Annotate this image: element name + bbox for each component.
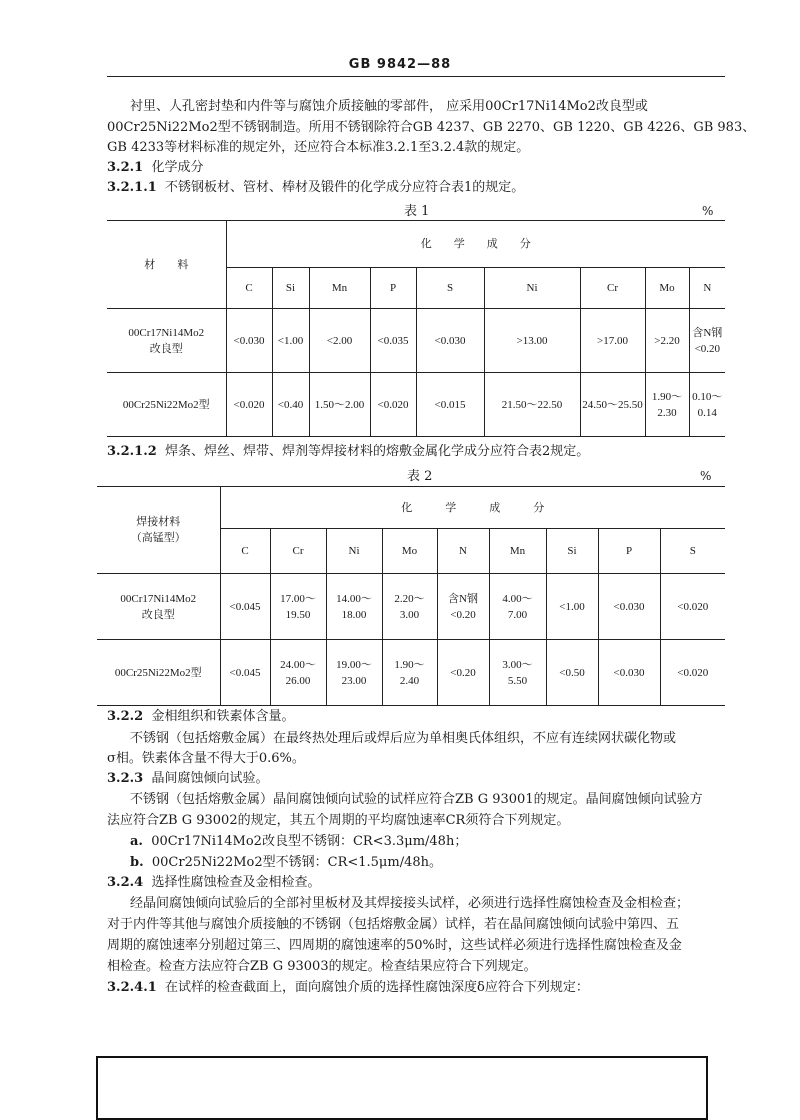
section-text: 不锈钢板材、管材、棒材及锻件的化学成分应符合表1的规定。	[165, 180, 525, 195]
table1-unit: %	[702, 204, 714, 218]
cell-line: 3.00	[399, 608, 420, 621]
cell-line: 17.00～	[280, 592, 316, 605]
table-cell: <0.030	[416, 309, 484, 373]
s323-item-b	[130, 854, 442, 872]
table-cell: <2.00	[309, 309, 370, 373]
table-cell: >2.20	[645, 309, 689, 373]
section-number: 3.2.1.2	[107, 444, 157, 459]
table2-col-header: Ni	[326, 529, 382, 574]
table1-material-cell	[107, 309, 226, 373]
s324-line-3: 周期的腐蚀速率分别超过第三、四周期的腐蚀速率的50%时，这些试样必须进行选择性腐蚀检查及金	[107, 938, 682, 953]
table-cell: <0.020	[660, 574, 725, 640]
table2-col-header: Mn	[489, 529, 546, 574]
table-cell: <0.020	[370, 373, 416, 437]
list-marker: a.	[130, 834, 143, 849]
table-cell: <0.030	[598, 574, 660, 640]
table-cell	[489, 574, 546, 640]
cell-line: 19.00～	[336, 658, 372, 671]
table-cell: <0.50	[546, 640, 598, 706]
table1-col-header: Mn	[309, 268, 370, 309]
cell-line: 24.00～	[280, 658, 316, 671]
section-3-2-4-1	[107, 979, 589, 997]
cell-line: 19.50	[285, 608, 311, 621]
s323-line-1: 不锈钢（包括熔敷金属）晶间腐蚀倾向试验的试样应符合ZB G 93001的规定。晶间腐蚀倾向试验方	[130, 792, 703, 807]
section-title: 金相组织和铁素体含量。	[151, 709, 295, 724]
table2-col-header: Cr	[270, 529, 326, 574]
table-cell: <0.20	[437, 640, 489, 706]
table1-group-header: 化 学 成 分	[226, 221, 725, 268]
table1-col-header: S	[416, 268, 484, 309]
table2-group-header: 化 学 成 分	[220, 487, 725, 529]
table-cell: <0.030	[598, 640, 660, 706]
table1-material-cell: 00Cr25Ni22Mo2型	[107, 373, 226, 437]
s323-item-a	[130, 833, 467, 851]
section-3-2-4	[107, 874, 320, 892]
table-row	[107, 309, 725, 373]
table-cell: <0.030	[226, 309, 272, 373]
section-number: 3.2.4.1	[107, 980, 157, 995]
table1-col-header: Cr	[580, 268, 645, 309]
s324-line-4: 相检查。检查方法应符合ZB G 93003的规定。检查结果应符合下列规定。	[107, 959, 537, 974]
table-cell: <1.00	[272, 309, 309, 373]
table-row	[107, 373, 725, 437]
table-1	[107, 220, 725, 437]
table2-col-header: P	[598, 529, 660, 574]
cell-line: <0.20	[694, 342, 721, 355]
table-cell	[689, 373, 725, 437]
section-title: 化学成分	[151, 160, 204, 175]
intro-line-1: 衬里、人孔密封垫和内件等与腐蚀介质接触的零部件， 应采用00Cr17Ni14Mo2改良型或	[130, 99, 648, 114]
table-cell	[489, 640, 546, 706]
table1-col-header: Si	[272, 268, 309, 309]
material-variant: 改良型	[149, 342, 183, 355]
table-cell: <0.020	[660, 640, 725, 706]
table1-col-header: Mo	[645, 268, 689, 309]
list-text: 00Cr25Ni22Mo2型不锈钢：CR<1.5μm/48h。	[151, 855, 442, 870]
header-rule	[107, 76, 725, 77]
table-cell: <0.045	[220, 640, 270, 706]
table-cell	[645, 373, 689, 437]
material-variant: 改良型	[141, 608, 175, 621]
cell-line: 1.90～	[651, 390, 683, 403]
s322-line-2: σ相。铁素体含量不得大于0.6%。	[107, 751, 305, 766]
s323-line-2: 法应符合ZB G 93002的规定，其五个周期的平均腐蚀速率CR须符合下列规定。	[107, 813, 570, 828]
table-cell: 24.50～25.50	[580, 373, 645, 437]
s324-line-1: 经晶间腐蚀倾向试验后的全部衬里板材及其焊接接头试样，必须进行选择性腐蚀检查及金相检查；	[130, 896, 690, 911]
header-line: （高锰型）	[130, 532, 186, 544]
s322-line-1: 不锈钢（包括熔敷金属）在最终热处理后或焊后应为单相奥氏体组织，不应有连续网状碳化物或	[130, 731, 677, 746]
table-cell: >17.00	[580, 309, 645, 373]
table1-col-header: P	[370, 268, 416, 309]
list-marker: b.	[130, 855, 144, 870]
table-cell: <0.40	[272, 373, 309, 437]
table-cell: <0.020	[226, 373, 272, 437]
section-3-2-3	[107, 770, 268, 788]
table-2	[97, 486, 725, 706]
cell-line: 2.40	[399, 674, 420, 687]
table2-material-header	[97, 487, 220, 574]
cell-line: 含N钢	[448, 592, 478, 605]
cell-line: 0.14	[697, 406, 717, 419]
s324-line-2: 对于内件等其他与腐蚀介质接触的不锈钢（包括熔敷金属）试样，若在晶间腐蚀倾向试验中第四、五	[107, 917, 680, 932]
bottom-frame	[96, 1056, 708, 1120]
table2-col-header: C	[220, 529, 270, 574]
intro-line-3: GB 4233等材料标准的规定外，还应符合本标准3.2.1至3.2.4款的规定。	[107, 140, 530, 155]
cell-line: 含N钢	[692, 326, 723, 339]
cell-line: 2.20～	[394, 592, 425, 605]
page-header: GB 9842—88	[348, 57, 452, 72]
table1-col-header: Ni	[484, 268, 580, 309]
table-cell: 1.50～2.00	[309, 373, 370, 437]
table2-col-header: Mo	[382, 529, 437, 574]
cell-line: 1.90～	[394, 658, 425, 671]
cell-line: 4.00～	[502, 592, 533, 605]
cell-line: 5.50	[507, 674, 528, 687]
table-cell: 21.50～22.50	[484, 373, 580, 437]
table-cell: >13.00	[484, 309, 580, 373]
table2-col-header: S	[660, 529, 725, 574]
table-cell: <0.035	[370, 309, 416, 373]
table2-col-header: N	[437, 529, 489, 574]
cell-line: 2.30	[657, 406, 677, 419]
cell-line: 18.00	[341, 608, 367, 621]
intro-line-2: 00Cr25Ni22Mo2型不锈钢制造。所用不锈钢除符合GB 4237、GB 2270、GB 1220、GB 4226、GB 983、	[107, 120, 756, 135]
table-cell	[382, 574, 437, 640]
section-number: 3.2.1.1	[107, 180, 157, 195]
table-cell	[270, 640, 326, 706]
table1-col-header: N	[689, 268, 725, 309]
table1-caption: 表 1	[404, 204, 430, 219]
section-title: 选择性腐蚀检查及金相检查。	[151, 875, 321, 890]
table1-material-header: 材 料	[107, 221, 226, 309]
table-cell	[437, 574, 489, 640]
table2-unit: %	[700, 469, 712, 483]
table2-material-cell: 00Cr25Ni22Mo2型	[97, 640, 220, 706]
section-title: 晶间腐蚀倾向试验。	[151, 771, 269, 786]
cell-line: 26.00	[285, 674, 311, 687]
section-3-2-1	[107, 159, 203, 177]
section-text: 焊条、焊丝、焊带、焊剂等焊接材料的熔敷金属化学成分应符合表2规定。	[165, 444, 590, 459]
header-line: 焊接材料	[136, 516, 181, 528]
table1-col-header: C	[226, 268, 272, 309]
section-number: 3.2.3	[107, 771, 144, 786]
cell-line: 7.00	[507, 608, 528, 621]
section-number: 3.2.1	[107, 160, 144, 175]
section-number: 3.2.2	[107, 709, 144, 724]
section-3-2-2	[107, 708, 294, 726]
cell-line: 23.00	[341, 674, 367, 687]
cell-line: <0.20	[450, 608, 476, 621]
cell-line: 3.00～	[502, 658, 533, 671]
list-text: 00Cr17Ni14Mo2改良型不锈钢：CR<3.3μm/48h；	[151, 834, 468, 849]
cell-line: 0.10～	[692, 390, 723, 403]
section-number: 3.2.4	[107, 875, 144, 890]
table2-caption: 表 2	[407, 469, 433, 484]
table-cell	[326, 574, 382, 640]
table2-col-header: Si	[546, 529, 598, 574]
cell-line: 14.00～	[336, 592, 372, 605]
table-cell: <0.045	[220, 574, 270, 640]
table-row	[97, 640, 725, 706]
table-cell	[270, 574, 326, 640]
table-cell	[326, 640, 382, 706]
table-cell	[382, 640, 437, 706]
table-cell: <1.00	[546, 574, 598, 640]
table2-material-cell	[97, 574, 220, 640]
material-name: 00Cr17Ni14Mo2	[120, 592, 197, 605]
section-3-2-1-2	[107, 443, 589, 461]
table-cell: <0.015	[416, 373, 484, 437]
section-text: 在试样的检查截面上，面向腐蚀介质的选择性腐蚀深度δ应符合下列规定：	[165, 980, 589, 995]
table-cell	[689, 309, 725, 373]
section-3-2-1-1	[107, 179, 524, 197]
table-row	[97, 574, 725, 640]
material-name: 00Cr17Ni14Mo2	[128, 326, 205, 339]
